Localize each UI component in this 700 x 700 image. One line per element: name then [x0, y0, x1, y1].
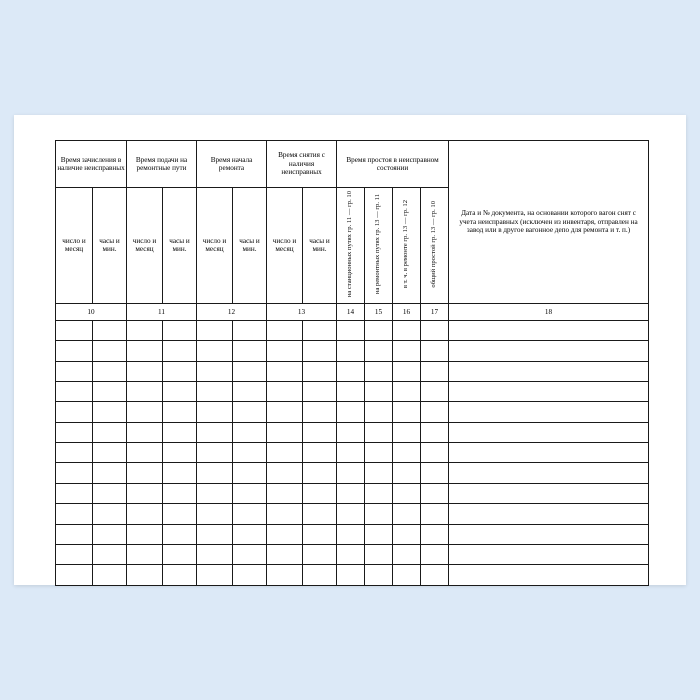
- cell-10a[interactable]: [56, 341, 93, 361]
- cell-13a[interactable]: [267, 483, 303, 503]
- cell-14[interactable]: [337, 320, 365, 340]
- cell-11a[interactable]: [127, 422, 163, 442]
- cell-13b[interactable]: [303, 341, 337, 361]
- cell-15[interactable]: [365, 402, 393, 422]
- subheader-station-tracks-14-text: на станционных путях гр. 11 — гр. 10: [346, 191, 354, 298]
- cell-13a[interactable]: [267, 545, 303, 565]
- cell-15[interactable]: [365, 443, 393, 463]
- cell-10a[interactable]: [56, 524, 93, 544]
- cell-10b[interactable]: [93, 565, 127, 585]
- cell-13b[interactable]: [303, 565, 337, 585]
- table-row[interactable]: [56, 524, 649, 544]
- cell-10b[interactable]: [93, 483, 127, 503]
- cell-11b[interactable]: [163, 402, 197, 422]
- cell-12b[interactable]: [233, 422, 267, 442]
- repair-log-table: [55, 140, 649, 586]
- table-row[interactable]: [56, 320, 649, 340]
- cell-13b[interactable]: [303, 361, 337, 381]
- cell-16[interactable]: [393, 422, 421, 442]
- cell-10b[interactable]: [93, 381, 127, 401]
- cell-11b[interactable]: [163, 483, 197, 503]
- cell-17[interactable]: [421, 381, 449, 401]
- table-row[interactable]: [56, 504, 649, 524]
- column-number-14: 14: [337, 303, 365, 320]
- subheader-in-repair-16-text: в т. ч. в ремонте гр. 13 — гр. 12: [402, 200, 410, 289]
- cell-12b[interactable]: [233, 545, 267, 565]
- cell-16[interactable]: [393, 320, 421, 340]
- column-number-18: 18: [449, 303, 649, 320]
- cell-11b[interactable]: [163, 361, 197, 381]
- cell-15[interactable]: [365, 483, 393, 503]
- cell-16[interactable]: [393, 524, 421, 544]
- subheader-day-month-10: число и месяц: [56, 188, 93, 304]
- cell-17[interactable]: [421, 524, 449, 544]
- cell-12a[interactable]: [197, 402, 233, 422]
- cell-10a[interactable]: [56, 565, 93, 585]
- cell-11b[interactable]: [163, 504, 197, 524]
- cell-13a[interactable]: [267, 422, 303, 442]
- cell-13a[interactable]: [267, 443, 303, 463]
- cell-13b[interactable]: [303, 504, 337, 524]
- cell-11b[interactable]: [163, 463, 197, 483]
- cell-10a[interactable]: [56, 504, 93, 524]
- subheader-station-tracks-14: [337, 188, 365, 304]
- cell-12b[interactable]: [233, 504, 267, 524]
- table-row[interactable]: [56, 483, 649, 503]
- cell-12a[interactable]: [197, 443, 233, 463]
- subheader-hours-min-12: часы и мин.: [233, 188, 267, 304]
- cell-10b[interactable]: [93, 422, 127, 442]
- table-row[interactable]: [56, 361, 649, 381]
- cell-10a[interactable]: [56, 381, 93, 401]
- cell-10a[interactable]: [56, 463, 93, 483]
- cell-11b[interactable]: [163, 565, 197, 585]
- cell-12a[interactable]: [197, 524, 233, 544]
- cell-10b[interactable]: [93, 504, 127, 524]
- cell-16[interactable]: [393, 361, 421, 381]
- table-row[interactable]: [56, 402, 649, 422]
- cell-11a[interactable]: [127, 545, 163, 565]
- column-number-13: 13: [267, 303, 337, 320]
- cell-17[interactable]: [421, 443, 449, 463]
- cell-10b[interactable]: [93, 443, 127, 463]
- column-number-15: 15: [365, 303, 393, 320]
- cell-17[interactable]: [421, 483, 449, 503]
- subheader-in-repair-16: [393, 188, 421, 304]
- table-row[interactable]: [56, 565, 649, 585]
- cell-14[interactable]: [337, 524, 365, 544]
- cell-11b[interactable]: [163, 443, 197, 463]
- cell-17[interactable]: [421, 402, 449, 422]
- cell-10a[interactable]: [56, 422, 93, 442]
- cell-12a[interactable]: [197, 463, 233, 483]
- cell-18[interactable]: [449, 361, 649, 381]
- cell-13a[interactable]: [267, 402, 303, 422]
- cell-12a[interactable]: [197, 341, 233, 361]
- cell-12b[interactable]: [233, 463, 267, 483]
- cell-13a[interactable]: [267, 341, 303, 361]
- cell-12b[interactable]: [233, 320, 267, 340]
- cell-13b[interactable]: [303, 545, 337, 565]
- cell-12a[interactable]: [197, 565, 233, 585]
- cell-10b[interactable]: [93, 341, 127, 361]
- cell-17[interactable]: [421, 320, 449, 340]
- column-number-17: 17: [421, 303, 449, 320]
- cell-18[interactable]: [449, 320, 649, 340]
- subheader-day-month-13: число и месяц: [267, 188, 303, 304]
- cell-16[interactable]: [393, 463, 421, 483]
- cell-12b[interactable]: [233, 402, 267, 422]
- cell-10b[interactable]: [93, 545, 127, 565]
- cell-13b[interactable]: [303, 320, 337, 340]
- cell-15[interactable]: [365, 361, 393, 381]
- cell-14[interactable]: [337, 483, 365, 503]
- cell-18[interactable]: [449, 443, 649, 463]
- subheader-total-downtime-17-text: общий простой гр. 13 — гр. 10: [430, 200, 438, 288]
- cell-18[interactable]: [449, 483, 649, 503]
- cell-18[interactable]: [449, 422, 649, 442]
- subheader-hours-min-11: часы и мин.: [163, 188, 197, 304]
- cell-13b[interactable]: [303, 443, 337, 463]
- cell-11a[interactable]: [127, 402, 163, 422]
- cell-14[interactable]: [337, 443, 365, 463]
- cell-14[interactable]: [337, 402, 365, 422]
- cell-11b[interactable]: [163, 524, 197, 544]
- cell-13a[interactable]: [267, 463, 303, 483]
- cell-16[interactable]: [393, 565, 421, 585]
- cell-12b[interactable]: [233, 361, 267, 381]
- cell-17[interactable]: [421, 361, 449, 381]
- cell-15[interactable]: [365, 422, 393, 442]
- subheader-day-month-11: число и месяц: [127, 188, 163, 304]
- cell-10b[interactable]: [93, 463, 127, 483]
- cell-17[interactable]: [421, 504, 449, 524]
- header-group-row: [56, 141, 649, 188]
- cell-14[interactable]: [337, 361, 365, 381]
- cell-11a[interactable]: [127, 341, 163, 361]
- cell-12b[interactable]: [233, 443, 267, 463]
- cell-15[interactable]: [365, 381, 393, 401]
- cell-13b[interactable]: [303, 422, 337, 442]
- column-number-row: [56, 303, 649, 320]
- cell-13b[interactable]: [303, 524, 337, 544]
- group-header-document: Дата и № документа, на основании которого вагон снят с учета неисправных (исключен из инвентаря, отправлен на завод или в другое вагонное депо для ремонта и т. п.): [449, 141, 649, 304]
- cell-13a[interactable]: [267, 320, 303, 340]
- cell-11a[interactable]: [127, 483, 163, 503]
- column-number-12: 12: [197, 303, 267, 320]
- subheader-hours-min-13: часы и мин.: [303, 188, 337, 304]
- cell-12b[interactable]: [233, 483, 267, 503]
- cell-13b[interactable]: [303, 402, 337, 422]
- subheader-day-month-12: число и месяц: [197, 188, 233, 304]
- table-row[interactable]: [56, 422, 649, 442]
- cell-11a[interactable]: [127, 320, 163, 340]
- cell-18[interactable]: [449, 524, 649, 544]
- column-number-10: 10: [56, 303, 127, 320]
- table-row[interactable]: [56, 463, 649, 483]
- cell-14[interactable]: [337, 381, 365, 401]
- cell-11a[interactable]: [127, 463, 163, 483]
- cell-11a[interactable]: [127, 361, 163, 381]
- cell-10b[interactable]: [93, 524, 127, 544]
- group-header-downtime: Время простоя в неисправном состоянии: [337, 141, 449, 188]
- cell-11b[interactable]: [163, 422, 197, 442]
- document-page: [14, 115, 686, 585]
- cell-10a[interactable]: [56, 320, 93, 340]
- cell-10a[interactable]: [56, 361, 93, 381]
- cell-16[interactable]: [393, 402, 421, 422]
- cell-11a[interactable]: [127, 381, 163, 401]
- cell-12b[interactable]: [233, 565, 267, 585]
- cell-17[interactable]: [421, 545, 449, 565]
- cell-15[interactable]: [365, 504, 393, 524]
- cell-12b[interactable]: [233, 381, 267, 401]
- cell-17[interactable]: [421, 463, 449, 483]
- cell-11a[interactable]: [127, 443, 163, 463]
- cell-10b[interactable]: [93, 320, 127, 340]
- cell-10b[interactable]: [93, 361, 127, 381]
- cell-10b[interactable]: [93, 402, 127, 422]
- table-row[interactable]: [56, 545, 649, 565]
- cell-12a[interactable]: [197, 381, 233, 401]
- cell-16[interactable]: [393, 381, 421, 401]
- cell-10a[interactable]: [56, 483, 93, 503]
- cell-10a[interactable]: [56, 402, 93, 422]
- cell-11b[interactable]: [163, 381, 197, 401]
- cell-11a[interactable]: [127, 524, 163, 544]
- cell-16[interactable]: [393, 483, 421, 503]
- cell-16[interactable]: [393, 341, 421, 361]
- cell-16[interactable]: [393, 545, 421, 565]
- cell-13b[interactable]: [303, 381, 337, 401]
- subheader-repair-tracks-15: [365, 188, 393, 304]
- table-row[interactable]: [56, 341, 649, 361]
- column-number-16: 16: [393, 303, 421, 320]
- cell-16[interactable]: [393, 443, 421, 463]
- cell-13a[interactable]: [267, 565, 303, 585]
- table-row[interactable]: [56, 443, 649, 463]
- cell-14[interactable]: [337, 545, 365, 565]
- cell-14[interactable]: [337, 422, 365, 442]
- cell-18[interactable]: [449, 402, 649, 422]
- cell-17[interactable]: [421, 565, 449, 585]
- cell-13a[interactable]: [267, 381, 303, 401]
- cell-10a[interactable]: [56, 443, 93, 463]
- cell-12a[interactable]: [197, 422, 233, 442]
- cell-15[interactable]: [365, 463, 393, 483]
- subheader-repair-tracks-15-text: на ремонтных путях гр. 13 — гр. 11: [374, 194, 382, 295]
- cell-12b[interactable]: [233, 524, 267, 544]
- group-header-arrival-time: Время зачисления в наличие неисправных: [56, 141, 127, 188]
- cell-12b[interactable]: [233, 341, 267, 361]
- cell-14[interactable]: [337, 341, 365, 361]
- cell-15[interactable]: [365, 524, 393, 544]
- table-row[interactable]: [56, 381, 649, 401]
- subheader-hours-min-10: часы и мин.: [93, 188, 127, 304]
- cell-16[interactable]: [393, 504, 421, 524]
- subheader-total-downtime-17: [421, 188, 449, 304]
- cell-17[interactable]: [421, 341, 449, 361]
- cell-12a[interactable]: [197, 483, 233, 503]
- cell-11b[interactable]: [163, 545, 197, 565]
- cell-13b[interactable]: [303, 483, 337, 503]
- cell-18[interactable]: [449, 381, 649, 401]
- form-container: [55, 140, 649, 586]
- cell-11b[interactable]: [163, 341, 197, 361]
- cell-11a[interactable]: [127, 565, 163, 585]
- cell-17[interactable]: [421, 422, 449, 442]
- cell-13a[interactable]: [267, 504, 303, 524]
- cell-15[interactable]: [365, 320, 393, 340]
- cell-13a[interactable]: [267, 524, 303, 544]
- cell-14[interactable]: [337, 565, 365, 585]
- cell-13a[interactable]: [267, 361, 303, 381]
- cell-15[interactable]: [365, 341, 393, 361]
- cell-10a[interactable]: [56, 545, 93, 565]
- cell-12a[interactable]: [197, 361, 233, 381]
- cell-12a[interactable]: [197, 545, 233, 565]
- group-header-removal-time: Время снятия с наличия неисправных: [267, 141, 337, 188]
- column-number-11: 11: [127, 303, 197, 320]
- cell-13b[interactable]: [303, 463, 337, 483]
- cell-18[interactable]: [449, 463, 649, 483]
- cell-15[interactable]: [365, 545, 393, 565]
- group-header-delivery-time: Время подачи на ремонтные пути: [127, 141, 197, 188]
- cell-15[interactable]: [365, 565, 393, 585]
- cell-14[interactable]: [337, 504, 365, 524]
- cell-11a[interactable]: [127, 504, 163, 524]
- cell-18[interactable]: [449, 504, 649, 524]
- cell-18[interactable]: [449, 545, 649, 565]
- cell-12a[interactable]: [197, 504, 233, 524]
- cell-18[interactable]: [449, 565, 649, 585]
- group-header-repair-start-time: Время начала ремонта: [197, 141, 267, 188]
- cell-14[interactable]: [337, 463, 365, 483]
- cell-11b[interactable]: [163, 320, 197, 340]
- cell-18[interactable]: [449, 341, 649, 361]
- cell-12a[interactable]: [197, 320, 233, 340]
